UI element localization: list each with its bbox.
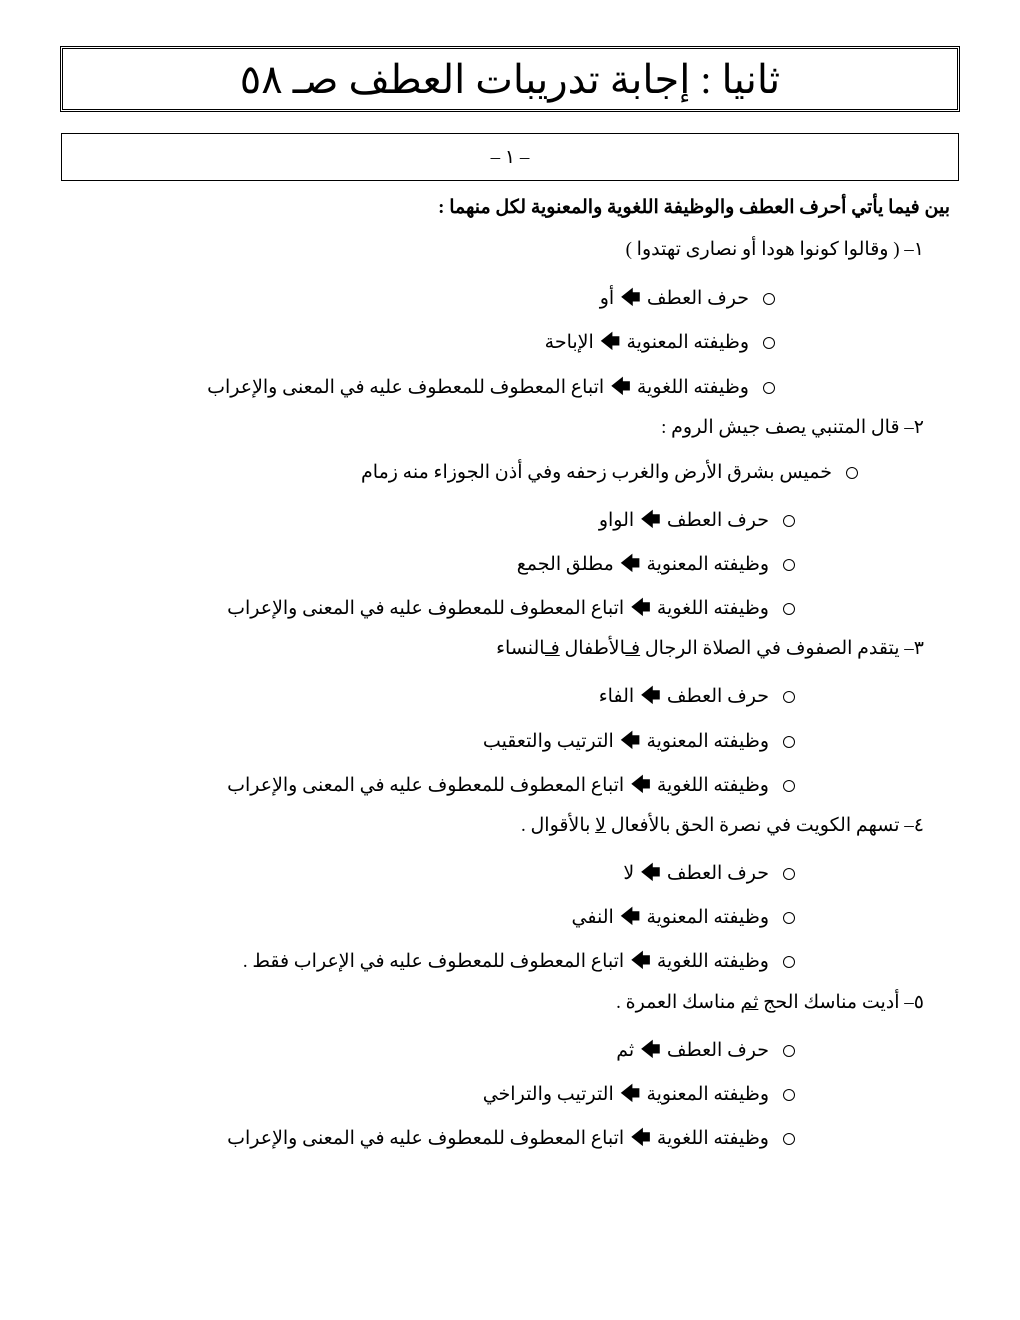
bullet-icon <box>783 956 795 968</box>
answer-row: حرف العطف🡄الواو <box>599 505 795 539</box>
bullet-icon <box>783 1045 795 1057</box>
answer-row: وظيفته اللغوية🡄اتباع المعطوف للمعطوف عليه في المعنى والإعراب <box>227 593 795 627</box>
underlined-conjunction: لا <box>595 815 606 836</box>
bullet-icon <box>783 1133 795 1145</box>
bullet-icon <box>763 337 775 349</box>
answer-row: وظيفته المعنوية🡄النفي <box>572 902 795 936</box>
arrow-left-icon: 🡄 <box>640 1039 661 1061</box>
answer-row: حرف العطف🡄الفاء <box>599 681 795 715</box>
answer-row: وظيفته اللغوية🡄اتباع المعطوف للمعطوف عليه في الإعراب فقط . <box>243 946 795 980</box>
bullet-icon <box>763 293 775 305</box>
arrow-left-icon: 🡄 <box>630 1127 651 1149</box>
arrow-left-icon: 🡄 <box>640 509 661 531</box>
bullet-icon <box>783 559 795 571</box>
answer-row: وظيفته اللغوية🡄اتباع المعطوف للمعطوف عليه في المعنى والإعراب <box>207 372 775 406</box>
underlined-conjunction: فـ <box>625 638 641 659</box>
bullet-icon <box>846 467 858 479</box>
underlined-conjunction: ثم <box>740 992 759 1013</box>
question-text: ( وقالوا كونوا هودا أو نصارى تهتدوا ) <box>625 239 900 260</box>
bullet-icon <box>783 780 795 792</box>
question-2 <box>661 416 924 439</box>
bullet-icon <box>783 912 795 924</box>
bullet-icon <box>783 868 795 880</box>
arrow-left-icon: 🡄 <box>619 730 641 752</box>
answer-row: وظيفته المعنوية🡄الترتيب والتراخي <box>483 1079 795 1113</box>
question-number: ١– <box>904 239 924 260</box>
answer-row: حرف العطف🡄لا <box>623 858 795 892</box>
arrow-left-icon: 🡄 <box>630 950 651 972</box>
question-number: ٢– <box>904 417 924 438</box>
underlined-conjunction: فـ <box>545 638 560 659</box>
question-1 <box>626 238 924 261</box>
answer-row: وظيفته المعنوية🡄الإباحة <box>545 327 775 361</box>
bullet-icon <box>783 691 795 703</box>
answer-row: حرف العطف🡄أو <box>600 283 775 317</box>
question-number: ٥– <box>904 992 924 1013</box>
verse-text: خميس بشرق الأرض والغرب زحفه وفي أذن الجوزاء منه زمام <box>361 462 832 483</box>
page-title: ثانيا : إجابة تدريبات العطف صـ ٥٨ <box>239 56 781 102</box>
verse-row <box>361 461 858 484</box>
answer-row: وظيفته اللغوية🡄اتباع المعطوف للمعطوف عليه في المعنى والإعراب <box>227 1123 795 1157</box>
bullet-icon <box>783 1089 795 1101</box>
arrow-left-icon: 🡄 <box>619 1083 641 1105</box>
arrow-left-icon: 🡄 <box>630 597 651 619</box>
question-number: ٣– <box>904 638 924 659</box>
bullet-icon <box>783 515 795 527</box>
answer-row: وظيفته المعنوية🡄مطلق الجمع <box>517 549 795 583</box>
arrow-left-icon: 🡄 <box>610 376 631 398</box>
question-number: ٤– <box>904 815 924 836</box>
question-5: ٥– أديت مناسك الحج ثم مناسك العمرة . <box>616 992 924 1013</box>
bullet-icon <box>763 382 775 394</box>
bullet-icon <box>783 736 795 748</box>
answer-row: وظيفته اللغوية🡄اتباع المعطوف للمعطوف عليه في المعنى والإعراب <box>227 770 795 804</box>
arrow-left-icon: 🡄 <box>619 906 641 928</box>
bullet-icon <box>783 603 795 615</box>
arrow-left-icon: 🡄 <box>620 287 641 309</box>
instructions: بين فيما يأتي أحرف العطف والوظيفة اللغوية والمعنوية لكل منهما : <box>438 197 950 218</box>
section-number: – ١ – <box>490 146 530 168</box>
question-3: ٣– يتقدم الصفوف في الصلاة الرجال فـالأطفال فـالنساء <box>496 638 924 659</box>
section-number-box <box>61 133 959 181</box>
arrow-left-icon: 🡄 <box>630 774 651 796</box>
arrow-left-icon: 🡄 <box>599 331 621 353</box>
question-4: ٤– تسهم الكويت في نصرة الحق بالأفعال لا بالأقوال . <box>521 815 924 836</box>
arrow-left-icon: 🡄 <box>640 862 661 884</box>
arrow-left-icon: 🡄 <box>619 553 641 575</box>
answer-row: وظيفته المعنوية🡄الترتيب والتعقيب <box>483 726 795 760</box>
question-text: قال المتنبي يصف جيش الروم : <box>661 417 900 438</box>
arrow-left-icon: 🡄 <box>640 685 661 707</box>
answer-row: حرف العطف🡄ثم <box>616 1035 795 1069</box>
title-box <box>60 46 960 112</box>
